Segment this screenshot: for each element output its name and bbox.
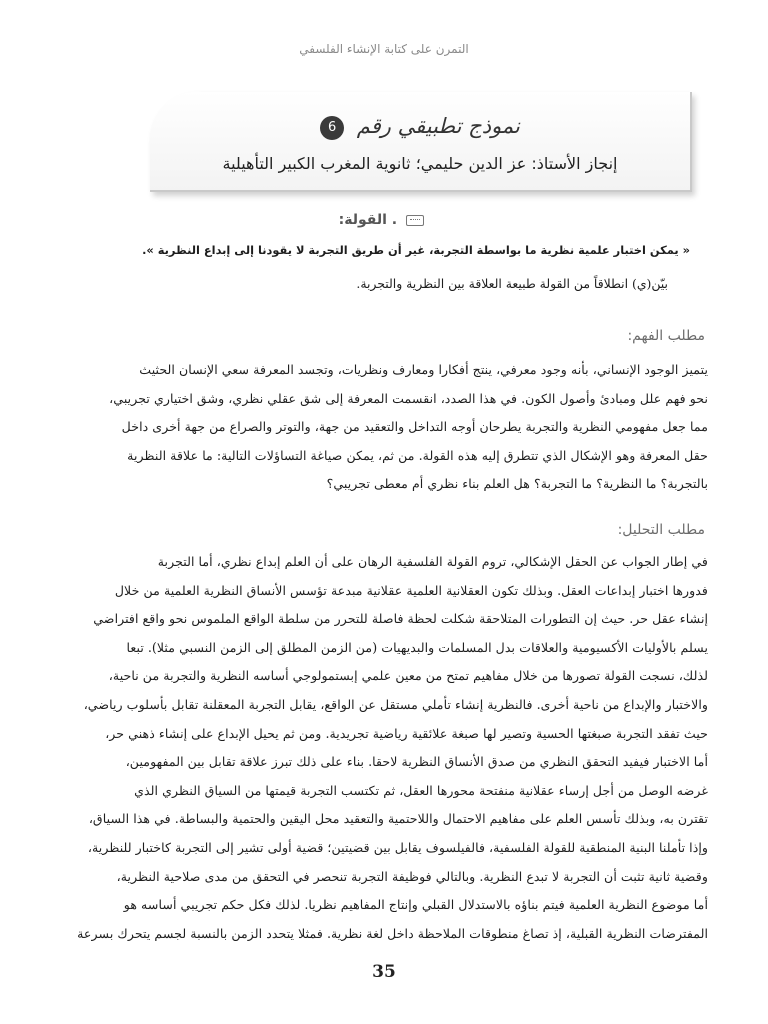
paragraph-line: يسلم بالأوليات الأكسيومية والعلاقات بدل المسلمات والبديهيات (من الزمن المطلق إلى الزمن النسبي مثلا). تبعا (126, 639, 708, 655)
keyboard-icon (406, 215, 424, 226)
paragraph-line: فدورها اختبار إبداعات العقل. وبذلك تكون العقلانية العلمية عقلانية مبدعة تؤسس الأنساق النظرية العلمية من خلال (114, 582, 708, 598)
comprehension-paragraph (56, 356, 708, 499)
quote-task: بيّن(ي) انطلاقاً من القولة طبيعة العلاقة بين النظرية والتجربة. (356, 276, 668, 291)
paragraph-line: أما موضوع النظرية العلمية فيتم بناؤه بالاستدلال القبلي وإنتاج المفاهيم نظريا. لذلك فكل حكم تجريبي أساسه هو (123, 897, 708, 913)
author-line: إنجاز الأستاذ: عز الدين حليمي؛ ثانوية المغرب الكبير التأهيلية (222, 154, 618, 173)
page-number: 35 (372, 962, 396, 982)
paragraph-line: إنشاء عقل حر. حيث إن التطورات المتلاحقة شكلت لحظة فاصلة للتحرر من سلطة الواقع الملموس نحو واقع افتراضي (93, 611, 708, 627)
paragraph-line: نحو فهم علل ومبادئ وأصول الكون. في هذا الصدد، انقسمت المعرفة إلى شق عقلي نظري، وشق اختياري تجريبي، (109, 390, 708, 406)
paragraph-line: لذلك، نسجت القولة تصورها من خلال مفاهيم تمتح من معين علمي إبستمولوجي أساسه النظرية والتجربة من ناحية، (108, 668, 708, 684)
quote-text: « يمكن اختبار علمية نظرية ما بواسطة التجربة، غير أن طريق التجربة لا يقودنا إلى إبداع النظرية ». (142, 243, 690, 257)
paragraph-line: في إطار الجواب عن الحقل الإشكالي، تروم القولة الفلسفية الرهان على أن العلم إبداع نظري، أما التجربة (157, 554, 708, 569)
quote-heading-label: . القولة: (338, 212, 398, 228)
paragraph-line: بالتجربة؟ ما النظرية؟ ما التجربة؟ هل العلم بناء نظري أم معطى تجريبي؟ (326, 476, 708, 492)
exercise-title-box (150, 92, 692, 192)
paragraph-line: والاختبار والإبداع من ناحية أخرى. فالنظرية إنشاء تأملي مستقل عن الواقع، يقابل التجربة المعقلنة تقابل بأسلوب رياضي، (83, 696, 708, 712)
paragraph-line: مما جعل مفهومي النظرية والتجربة يطرحان أوجه التداخل والتعقيد من جهة، والتوتر والصراع من جهة أخرى داخل (121, 419, 708, 435)
exercise-title (150, 114, 690, 140)
comprehension-title: مطلب الفهم: (627, 328, 705, 344)
paragraph-line: غرضه الوصل من أجل إرساء عقلانية منفتحة محورها العقل، ثم تكتسب التجربة قيمتها من السياق النظري الذي (134, 782, 708, 798)
exercise-number-badge: 6 (320, 116, 344, 140)
analysis-title: مطلب التحليل: (617, 522, 705, 538)
paragraph-line: حيث تفقد التجربة صبغتها الحسية وتصير لها صبغة علائقية رياضية تجريدية. ومن ثم يحيل الإبداع على إنشاء ذهني حر، (105, 725, 708, 741)
paragraph-line: تقترن به، وبذلك تأسس العلم على مفاهيم الاحتمال واللاحتمية والتعقيد محل اليقين والحتمية والبساطة. في هذا السياق، (88, 811, 708, 827)
quote-heading (339, 212, 424, 228)
running-header: التمرن على كتابة الإنشاء الفلسفي (299, 42, 469, 56)
analysis-paragraph (56, 548, 708, 948)
exercise-label: نموذج تطبيقي رقم (356, 114, 520, 138)
paragraph-line: حقل المعرفة وهو الإشكال الذي تتطرق إليه هذه القولة. من ثم، يمكن صياغة التساؤلات التالية: ما علاقة النظرية (127, 447, 708, 463)
paragraph-line: أما الاختبار فيفيد التحقق النظري من صدق الأنساق النظرية لاحقا. بناء على ذلك تبرز علاقة تقابل بين المفهومين، (125, 754, 708, 770)
paragraph-line: المفترضات النظرية القبلية، إذ تصاغ منطوقات الملاحظة داخل لغة نظرية. فمثلا يتحدد الزمن بالنسبة لجسم يتحرك بسرعة (77, 925, 708, 941)
paragraph-line: يتميز الوجود الإنساني، بأنه وجود معرفي، ينتج أفكارا ومعارف ونظريات، وتجسد المعرفة سعي الإنسان الحثيث (139, 362, 708, 377)
paragraph-line: وقضية ثانية تثبت أن التجربة لا تبدع النظرية. وبالتالي فوظيفة التجربة تنحصر في التحقق من مدى صلاحية النظرية، (116, 868, 708, 884)
paragraph-line: وإذا تأملنا البنية المنطقية للقولة الفلسفية، فالفيلسوف يقابل بين قضيتين؛ قضية أولى تشير إلى التجربة كاختبار للنظرية، (87, 839, 708, 855)
